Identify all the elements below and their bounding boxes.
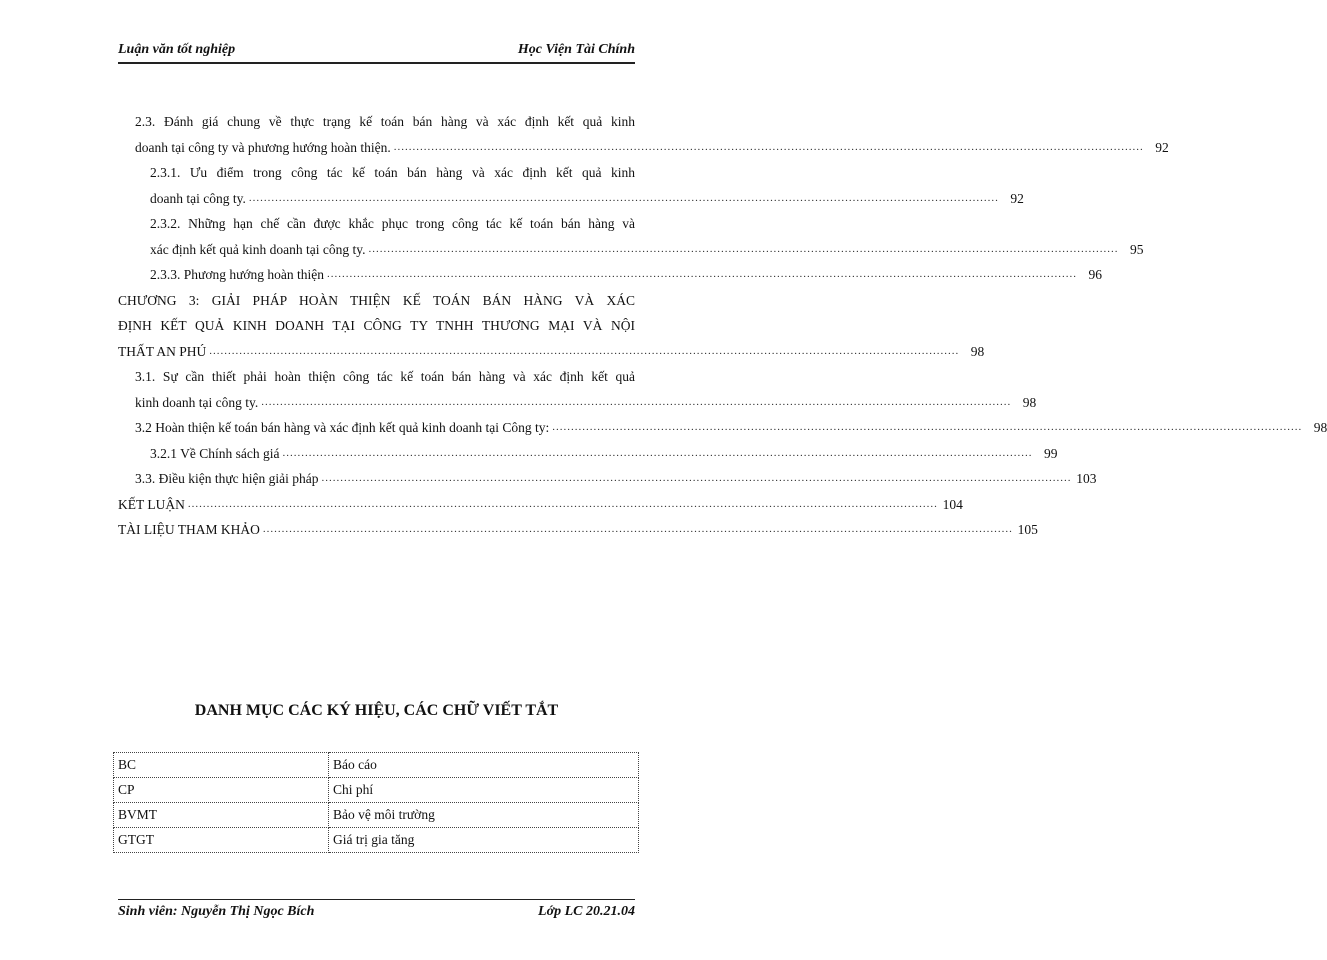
toc-leader-dots: ........................................................................................................................................................................................................ bbox=[261, 395, 1012, 408]
table-row bbox=[114, 828, 639, 853]
toc-entry[interactable] bbox=[118, 288, 985, 365]
toc-entry-title: xác định kết quả kinh doanh tại công ty. bbox=[150, 241, 366, 257]
toc-entry-title: KẾT LUẬN bbox=[118, 496, 185, 512]
table-of-contents bbox=[118, 109, 1327, 543]
toc-leader-dots: ........................................................................................................................................................................................................ bbox=[552, 421, 1303, 433]
toc-entry-title: 2.3.3. Phương hướng hoàn thiện bbox=[150, 267, 325, 282]
toc-entry-text: CHƯƠNG 3: GIẢI PHÁP HOÀN THIỆN KẾ TOÁN BÁN HÀNG VÀ XÁC bbox=[118, 292, 635, 308]
table-row bbox=[114, 753, 639, 778]
toc-page-number: 92 bbox=[1010, 190, 1024, 206]
abbreviations-title: DANH MỤC CÁC KÝ HIỆU, CÁC CHỮ VIẾT TẮT bbox=[194, 702, 559, 719]
toc-entry[interactable] bbox=[118, 364, 1037, 415]
toc-entry-title: 3.3. Điều kiện thực hiện giải pháp bbox=[135, 471, 319, 486]
footer-student: Sinh viên: Nguyễn Thị Ngọc Bích bbox=[118, 904, 315, 919]
toc-leader-dots: ........................................................................................................................................................................................................ bbox=[262, 523, 1013, 535]
toc-entry-title: doanh tại công ty. bbox=[150, 190, 246, 206]
toc-leader-dots: ........................................................................................................................................................................................................ bbox=[248, 191, 999, 204]
toc-page-number: 95 bbox=[1129, 241, 1144, 257]
toc-page-number: 104 bbox=[942, 496, 963, 512]
toc-page-number: 98 bbox=[1313, 420, 1327, 435]
toc-leader-dots: ........................................................................................................................................................................................................ bbox=[209, 344, 960, 357]
abbreviations-table bbox=[113, 752, 639, 853]
header-thesis-label: Luận văn tốt nghiệp bbox=[118, 42, 236, 57]
meaning-cell: Chi phí bbox=[329, 778, 639, 803]
header-institution: Học Viện Tài Chính bbox=[517, 42, 635, 57]
abbreviation-cell: GTGT bbox=[114, 828, 329, 853]
toc-entry-text: ĐỊNH KẾT QUẢ KINH DOANH TẠI CÔNG TY TNHH THƯƠNG MẠI VÀ NỘI bbox=[118, 318, 635, 333]
toc-entry-title: 3.2.1 Về Chính sách giá bbox=[150, 445, 280, 461]
abbreviation-cell: BC bbox=[114, 753, 329, 778]
table-row bbox=[114, 803, 639, 828]
toc-entry[interactable] bbox=[118, 415, 1327, 441]
table-row bbox=[114, 778, 639, 803]
toc-entry[interactable] bbox=[118, 211, 1144, 262]
toc-entry[interactable] bbox=[118, 262, 1103, 288]
page-header bbox=[118, 40, 635, 64]
toc-page-number: 98 bbox=[970, 343, 985, 359]
toc-leader-dots: ........................................................................................................................................................................................................ bbox=[393, 140, 1144, 153]
toc-page-number: 103 bbox=[1076, 471, 1097, 486]
toc-entry-title: TÀI LIỆU THAM KHẢO bbox=[118, 522, 260, 537]
toc-leader-dots: ........................................................................................................................................................................................................ bbox=[327, 268, 1078, 280]
meaning-cell: Bảo vệ môi trường bbox=[329, 803, 639, 828]
abbreviation-cell: CP bbox=[114, 778, 329, 803]
toc-entry-text: 3.1. Sự cần thiết phải hoàn thiện công tác kế toán bán hàng và xác định kết quả bbox=[135, 369, 635, 384]
toc-entry-text: 2.3. Đánh giá chung về thực trạng kế toán bán hàng và xác định kết quả kinh bbox=[135, 114, 635, 129]
toc-entry[interactable] bbox=[118, 109, 1169, 160]
toc-entry-title: 3.2 Hoàn thiện kế toán bán hàng và xác định kết quả kinh doanh tại Công ty: bbox=[135, 420, 550, 435]
toc-page-number: 96 bbox=[1088, 267, 1103, 282]
toc-page-number: 99 bbox=[1043, 445, 1058, 461]
meaning-cell: Giá trị gia tăng bbox=[329, 828, 639, 853]
toc-leader-dots: ........................................................................................................................................................................................................ bbox=[187, 497, 938, 510]
toc-entry[interactable] bbox=[118, 160, 1024, 211]
footer-class: Lớp LC 20.21.04 bbox=[538, 904, 635, 919]
toc-entry-title: doanh tại công ty và phương hướng hoàn thiện. bbox=[135, 139, 391, 155]
toc-entry[interactable] bbox=[118, 466, 1097, 492]
toc-entry-text: 2.3.1. Ưu điểm trong công tác kế toán bán hàng và xác định kết quả kinh bbox=[150, 165, 635, 180]
toc-entry[interactable] bbox=[118, 441, 1058, 467]
toc-leader-dots: ........................................................................................................................................................................................................ bbox=[321, 472, 1072, 484]
toc-entry[interactable] bbox=[118, 492, 963, 518]
toc-entry[interactable] bbox=[118, 517, 1038, 543]
toc-page-number: 98 bbox=[1022, 394, 1037, 410]
toc-page-number: 105 bbox=[1017, 522, 1038, 537]
toc-entry-text: 2.3.2. Những hạn chế cần được khắc phục trong công tác kế toán bán hàng và bbox=[150, 216, 635, 231]
page-footer bbox=[118, 899, 635, 922]
toc-leader-dots: ........................................................................................................................................................................................................ bbox=[368, 242, 1119, 255]
abbreviation-cell: BVMT bbox=[114, 803, 329, 828]
toc-leader-dots: ........................................................................................................................................................................................................ bbox=[282, 446, 1033, 459]
toc-entry-title: kinh doanh tại công ty. bbox=[135, 394, 259, 410]
toc-page-number: 92 bbox=[1155, 139, 1169, 155]
meaning-cell: Báo cáo bbox=[329, 753, 639, 778]
toc-entry-title: THẤT AN PHÚ bbox=[118, 343, 207, 359]
